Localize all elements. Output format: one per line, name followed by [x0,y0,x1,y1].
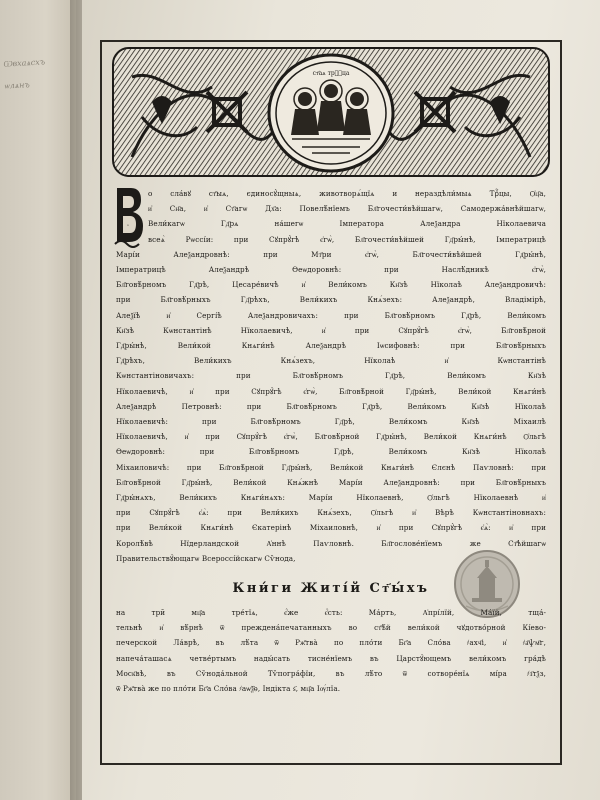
dedication-text [116,186,546,566]
imprint-line: Моск҃вѣ, въ Сѷнода́льной Тѷпогра́фїи, въ лѣ́то ѿ сотворе́нїѧ мі́ра ҂з҃тѯз, [116,668,546,678]
text-line: Нїколаевичѣ: при Бл҃говѣ́рномъ Гд҃рѣ, Вели́комъ Кн҃зѣ Міхаилѣ [116,417,546,427]
text-line: Кн҃зѣ Кѡнстантінѣ Нїколаевичѣ, и҆ при Сꙋпрꙋ́гѣ є҆гѡ̀, Бл҃говѣ́рной [116,325,546,335]
text-line: о сла́вꙋ ст҃ыѧ, єдиносꙋ́щныѧ, животворѧ́щїѧ и нераздѣли́мыѧ Трⷪ҇цы, Ѻ҆ц҃а, [148,189,546,198]
text-line: Гд҃ры́нѣ, Вели́кой Кнѧги́нѣ Алеѯандрѣ Іѡсифовнѣ: при Бл҃говѣ́рныхъ [116,341,546,351]
text-line: всеѧ̀ Рѡссі́и: при Сꙋпрꙋ́гѣ є҆гѡ̀, Бл҃гочести́вѣйшей Гд҃ры́нѣ, Імператрицѣ [148,234,546,244]
headpiece-caption: ст҃аѧ трⷪ҇ца [312,70,350,77]
text-line: Правительствꙋ́ющагѡ Всероссі́йскагѡ Сѷнода, [116,553,296,563]
text-line: Нїколаевичѣ, и҆ при Сꙋпрꙋ́гѣ є҆гѡ̀, Бл҃говѣ́рной Гд҃ры́нѣ, Вели́кой Кнѧги́нѣ [116,386,546,396]
imprint-text [116,605,546,696]
initial-letter-glyph: В [127,225,129,227]
text-line: Нїколаевичѣ, и҆ при Сꙋпрꙋ́гѣ є҆гѡ̀, Бл҃говѣ́рной Гд҃ры́нѣ, Вели́кой Кнѧги́нѣ Ѻ҆льгѣ [116,432,546,442]
text-line: Ѳеѡдоровнѣ: при Бл҃говѣ́рномъ Гд҃рѣ, Вели́комъ Кн҃зѣ Нїколаѣ [116,447,546,457]
previous-page-handwriting [3,50,65,97]
text-line: при Вели́кой Кнѧги́нѣ Єкатерінѣ Міхаиловнѣ, и҆ при Сꙋпрꙋ́гѣ є҆ѧ̀: и҆ при [116,523,546,533]
text-line: Королѣ́вѣ Нїдерландской А҆ннѣ Паѵловнѣ. Бл҃гослове́нїемъ же Ст҃ѣйшагѡ [116,538,546,548]
imprint-line: печерской Ла́врѣ, въ лѣ́та ѿ Рж҃тва̀ по пло́ти Бг҃а Сло́ва ҂ахч҃і, и҆ ҂а҃ѱм҃г, [116,638,546,648]
text-line: и҆ Сн҃а, и҆ Ст҃агѡ Дх҃а: Повелѣ́нїемъ Бл҃гочести́вѣйшагѡ, Самодержа́внѣйшагѡ, [148,204,546,214]
text-line: Вели́кагѡ Гд҃рѧ на́шегѡ Імператора Алеѯандра Нїколаевича [148,219,546,229]
text-line: Бл҃говѣ́рномъ Гд҃рѣ, Цесаре́вичѣ и҆ Вели́комъ Кн҃зѣ Нїколаѣ Алеѯандровичѣ: [116,280,546,290]
text-line: при Бл҃говѣ́рныхъ Гд҃рѣхъ, Вели́кихъ Кнѧ́зехъ: Алеѯандрѣ, Владімірѣ, [116,295,546,305]
text-line: при Сꙋпрꙋ́гѣ є҆ѧ̀: при Вели́кихъ Кнѧ́зехъ, Ѻ҆льгѣ и҆ Вѣрѣ Кѡнстантіновнахъ: [116,508,546,518]
text-line: Бл҃говѣ́рной Гд҃ры́нѣ, Вели́кой Кнѧ́жнѣ Марі́и Алеѯандровнѣ: при Бл҃говѣ́рныхъ [116,477,546,487]
text-line: Імператрицѣ Алеѯандрѣ Ѳеѡдоровнѣ: при Наслѣ́дникѣ є҆гѡ̀, [116,265,546,275]
book-title: Кни́ги Житі́й Ст҃ы́хъ [232,581,430,596]
previous-page [0,0,76,800]
imprint-line: напеча́ташасѧ четве́ртымъ нады́сать тисне́нїемъ въ Царстꙋ́ющемъ вели́комъ гра́дѣ [116,653,546,663]
text-line: Міхаиловичѣ: при Бл҃говѣ́рной Гд҃ры́нѣ, Вели́кой Кнѧги́нѣ Єлєнѣ Паѵловнѣ: при [116,462,546,472]
text-line: Кѡнстантіновичахъ: при Бл҃говѣ́рномъ Гд҃рѣ, Вели́комъ Кн҃зѣ [116,371,546,381]
imprint-line: ѿ Рж҃тва̀ же по пло́ти Бг҃а Сло́ва ҂аѡѯ҃ѳ, Індікта ѕ҃, мц҃а Іѹ́лїа. [116,684,341,694]
handwriting-line-2: ѡлѧнъ [4,80,30,91]
text-line: Гд҃ры́нѧхъ, Вели́кихъ Кнѧги́нѧхъ: Марі́и Нїколаевнѣ, Ѻ҆льгѣ Нїколаевнѣ и҆ [116,493,546,503]
imprint-line: на три̑ мц҃а тре́тїѧ, є҆́же є҆́сть: Ма́ртъ, А҆прі́лїй, Ма́їй, тща́- [116,608,546,617]
text-line: Гд҃рѣхъ, Вели́кихъ Кнѧ́зехъ, Нїколаѣ и҆ Кѡнстантінѣ [116,356,546,366]
text-line: Алеѯандрѣ Петровнѣ: при Бл҃говѣ́рномъ Гд҃рѣ, Вели́комъ Кн҃зѣ Нїколаѣ [116,401,546,411]
ornamental-headpiece [112,47,550,177]
text-line: Алеѯїѣ и҆ Сергі́ѣ Алеѯандровичахъ: при Бл҃говѣ́рномъ Гд҃рѣ, Вели́комъ [116,310,546,320]
text-line: Марі́и Алеѯандровнѣ: при Мт҃ри є҆гѡ̀, Бл҃гочести́вѣйшей Гд҃ры́нѣ, [116,249,546,259]
imprint-line: тельнѣ и҆ вѣ́рнѣ ѿ преждена́печатанныхъ во ст҃ѣ́й вели́кой чꙋдотво́рной Кі́ево- [116,623,546,633]
handwriting-line-1: Ѡвхаѧсхъ [3,57,46,69]
